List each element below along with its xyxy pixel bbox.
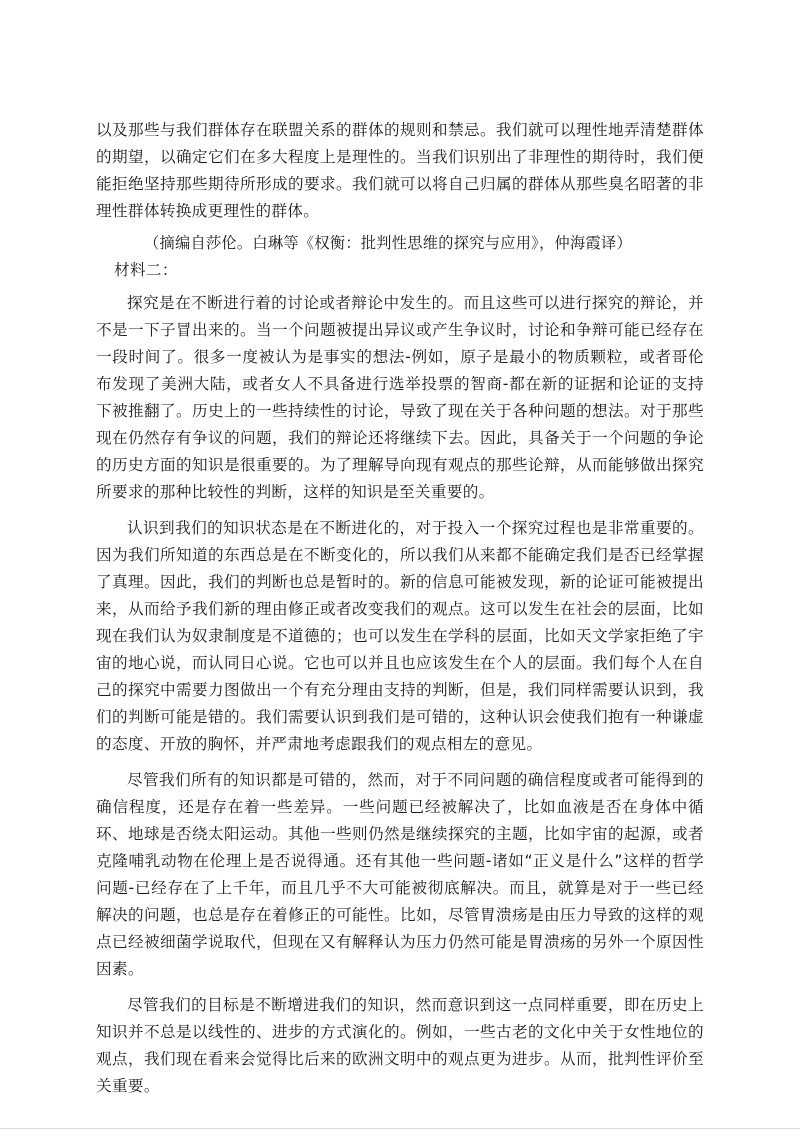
material-two-label: 材料二： [114,261,178,279]
paragraph-fallibility: 尽管我们所有的知识都是可错的，然而，对于不同问题的确信程度或者可能得到的确信程度，还是存在着一些差异。一些问题已经被解决了，比如血液是否在身体中循环、地球是否绕太阳运动。其他一些则仍然是继续探究的主题，比如宇宙的起源，或者克隆哺乳动物在伦理上是否说得通。还有其他一些问题-诸如“正义是什么”这样的哲学问题-已经存在了上千年，而且几乎不大可能被彻底解决。而且，就算是对于一些已经解决的问题，也总是存在着修正的可能性。比如，尽管胃溃疡是由压力导致的这样的观点已经被细菌学说取代，但现在又有解释认为压力仍然可能是胃溃疡的另外一个原因性因素。 [96,771,704,978]
document-page [96,117,704,1109]
page-bottom-divider [0,1128,800,1129]
source-citation: （摘编自莎伦。白琳等《权衡：批判性思维的探究与应用》，仲海霞译） [144,234,632,252]
paragraph-inquiry: 探究是在不断进行着的讨论或者辩论中发生的。而且这些可以进行探究的辩论，并不是一下子冒出来的。当一个问题被提出异议或产生争议时，讨论和争辩可能已经存在一段时间了。很多一度被认为是事实的想法-例如，原子是最小的物质颗粒，或者哥伦布发现了美洲大陆，或者女人不具备进行选举投票的智商-都在新的证据和论证的支持下被推翻了。历史上的一些持续性的讨论，导致了现在关于各种问题的想法。对于那些现在仍然存有争议的问题，我们的辩论还将继续下去。因此，具备关于一个问题的争论的历史方面的知识是很重要的。为了理解导向现有观点的那些论辩，从而能够做出探究所要求的那种比较性的判断，这样的知识是至关重要的。 [96,294,704,501]
intro-paragraph: 以及那些与我们群体存在联盟关系的群体的规则和禁忌。我们就可以理性地弄清楚群体的期望，以确定它们在多大程度上是理性的。当我们识别出了非理性的期待时，我们便能拒绝坚持那些期待所形成的要求。我们就可以将自己归属的群体从那些臭名昭著的非理性群体转换成更理性的群体。 [96,121,704,220]
paragraph-nonlinear-history: 尽管我们的目标是不断增进我们的知识，然而意识到这一点同样重要，即在历史上知识并不总是以线性的、进步的方式演化的。例如，一些古老的文化中关于女性地位的观点，我们现在看来会觉得比后来的欧洲文明中的观点更为进步。从而，批判性评价至关重要。 [96,996,704,1095]
paragraph-knowledge-evolving: 认识到我们的知识状态是在不断进化的，对于投入一个探究过程也是非常重要的。因为我们所知道的东西总是在不断变化的，所以我们从来都不能确定我们是否已经掌握了真理。因此，我们的判断也总是暂时的。新的信息可能被发现，新的论证可能被提出来，从而给予我们新的理由修正或者改变我们的观点。这可以发生在社会的层面，比如现在我们认为奴隶制度是不道德的；也可以发生在学科的层面，比如天文学家拒绝了宇宙的地心说，而认同日心说。它也可以并且也应该发生在个人的层面。我们每个人在自己的探究中需要力图做出一个有充分理由支持的判断，但是，我们同样需要认识到，我们的判断可能是错的。我们需要认识到我们是可错的，这种认识会使我们抱有一种谦虚的态度、开放的胸怀，并严肃地考虑跟我们的观点相左的意见。 [96,519,704,753]
